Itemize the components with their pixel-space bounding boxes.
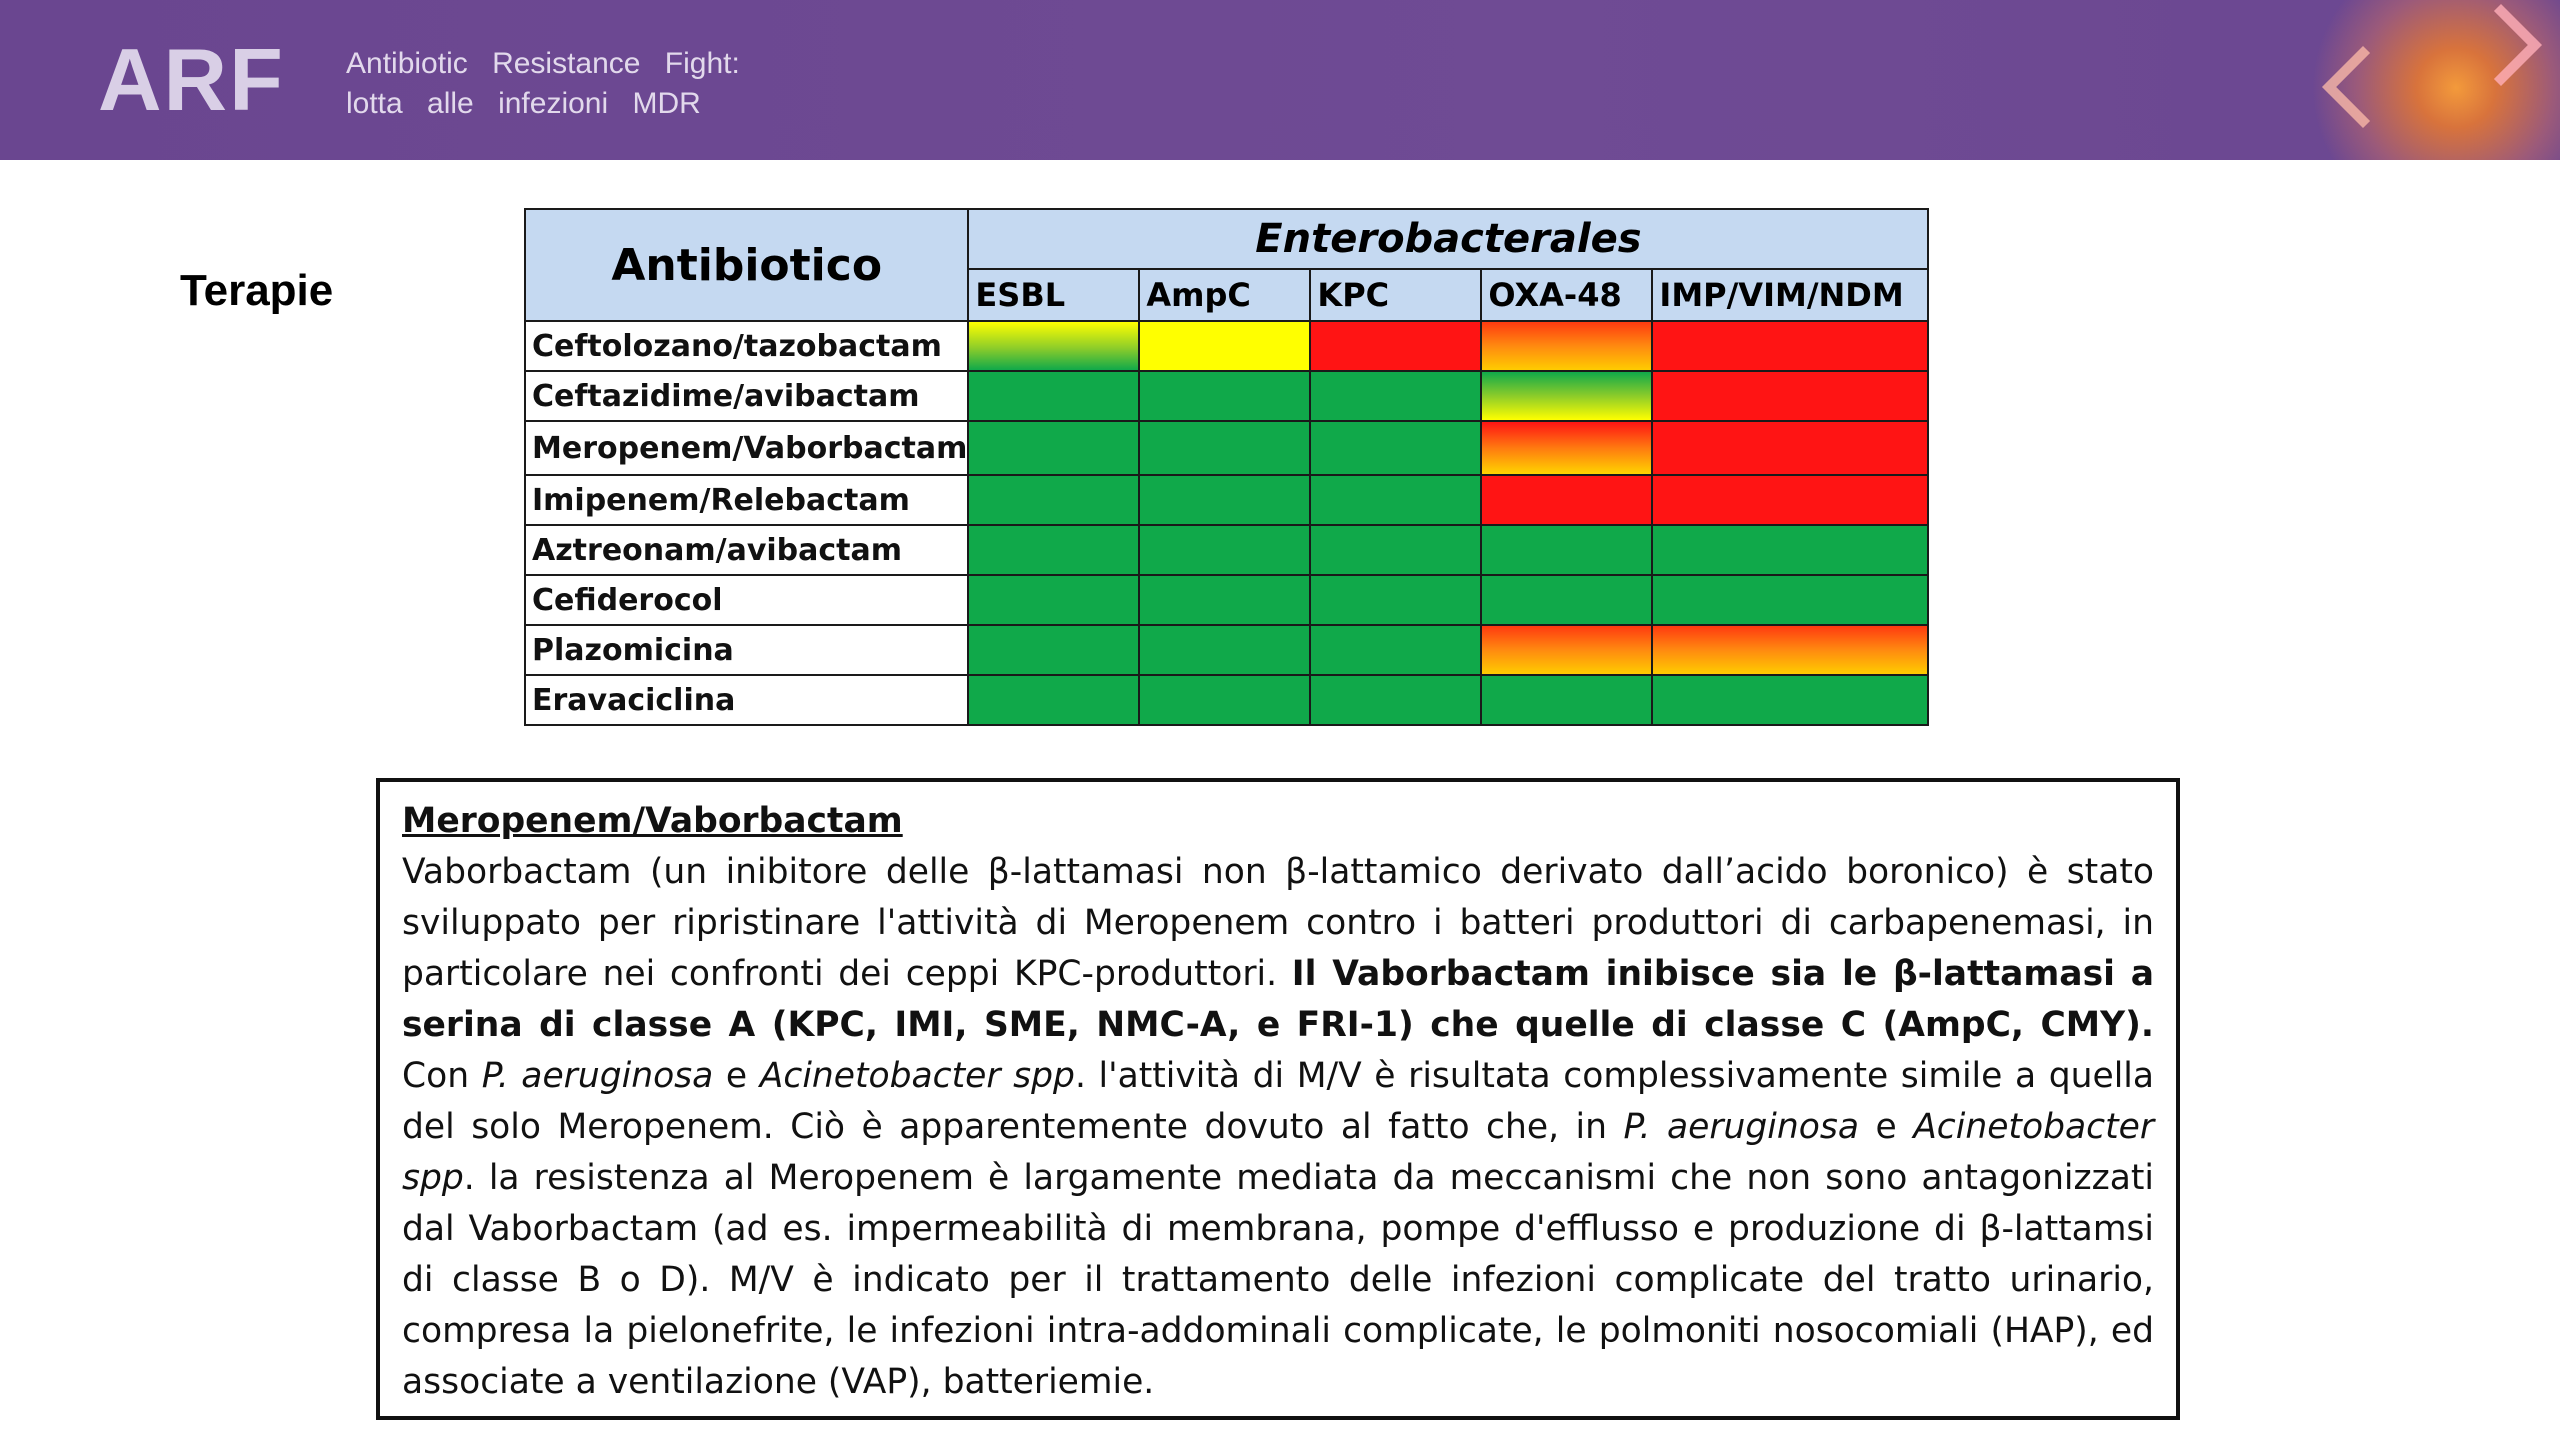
table-cell xyxy=(1310,321,1481,371)
table-row xyxy=(525,321,1928,371)
row-label: Imipenem/Relebactam xyxy=(525,475,968,525)
column-header-kpc: KPC xyxy=(1310,269,1481,321)
table-cell xyxy=(1652,321,1928,371)
row-label: Ceftazidime/avibactam xyxy=(525,371,968,421)
table-cell xyxy=(1481,475,1652,525)
row-label: Cefiderocol xyxy=(525,575,968,625)
species-name: P. aeruginosa xyxy=(481,1056,714,1096)
table-cell xyxy=(1481,525,1652,575)
table-row xyxy=(525,575,1928,625)
species-name: Acinetobacter spp xyxy=(759,1056,1075,1096)
table-cell xyxy=(1481,675,1652,725)
table-cell xyxy=(1310,625,1481,675)
column-header-esbl: ESBL xyxy=(968,269,1139,321)
table-header-row xyxy=(525,209,1928,269)
table-cell xyxy=(968,625,1139,675)
table-cell xyxy=(1481,575,1652,625)
table-cell xyxy=(1652,475,1928,525)
table-cell xyxy=(1139,575,1310,625)
table-cell xyxy=(1139,421,1310,475)
text-segment: e xyxy=(725,1056,748,1096)
description-body xyxy=(402,847,2154,1408)
column-header-imp-vim-ndm: IMP/VIM/NDM xyxy=(1652,269,1928,321)
table-cell xyxy=(968,475,1139,525)
row-label: Aztreonam/avibactam xyxy=(525,525,968,575)
table-cell xyxy=(1481,371,1652,421)
row-label: Eravaciclina xyxy=(525,675,968,725)
table-cell xyxy=(1310,421,1481,475)
table-cell xyxy=(1139,525,1310,575)
row-label: Plazomicina xyxy=(525,625,968,675)
column-header-oxa48: OXA-48 xyxy=(1481,269,1652,321)
row-label: Meropenem/Vaborbactam xyxy=(525,421,968,475)
table-row xyxy=(525,371,1928,421)
table-cell xyxy=(1652,575,1928,625)
description-title: Meropenem/Vaborbactam xyxy=(402,801,903,841)
species-name: Acinetobacter spp xyxy=(402,1107,2155,1198)
table-cell xyxy=(1652,525,1928,575)
table-cell xyxy=(1652,625,1928,675)
table-cell xyxy=(968,525,1139,575)
table-cell xyxy=(1652,675,1928,725)
row-label: Ceftolozano/tazobactam xyxy=(525,321,968,371)
description-box xyxy=(376,778,2180,1420)
table-row xyxy=(525,525,1928,575)
table-cell xyxy=(1139,675,1310,725)
table-cell xyxy=(1481,625,1652,675)
table-cell xyxy=(1139,475,1310,525)
table-cell xyxy=(1310,675,1481,725)
table-cell xyxy=(1139,371,1310,421)
table-row xyxy=(525,625,1928,675)
tagline-line-2: lotta alle infezioni MDR xyxy=(346,87,701,120)
table-cell xyxy=(1310,475,1481,525)
table-cell xyxy=(968,575,1139,625)
text-segment: e xyxy=(1875,1107,1897,1147)
paragraph-intro: Vaborbactam (un inibitore delle β-lattamasi non β-lattamico derivato dall’acido boronico) è stato sviluppato per ripristinare l'attività di Meropenem contro i batteri produttori di carbapenemasi, in particolare nei confronti dei ceppi KPC-produttori. xyxy=(402,852,2154,994)
antibiotic-table xyxy=(524,208,1929,726)
table-cell xyxy=(968,675,1139,725)
table-row xyxy=(525,675,1928,725)
table-cell xyxy=(1139,321,1310,371)
group-header: Enterobacterales xyxy=(968,209,1928,269)
table-cell xyxy=(1652,371,1928,421)
tagline-line-1: Antibiotic Resistance Fight: xyxy=(346,47,740,80)
text-segment: Con xyxy=(402,1056,470,1096)
column-header-ampc: AmpC xyxy=(1139,269,1310,321)
banner-decoration xyxy=(2300,0,2560,160)
section-title: Terapie xyxy=(180,266,334,315)
header-banner xyxy=(0,0,2560,160)
text-segment: . la resistenza al Meropenem è largamente mediata da meccanismi che non sono antagonizzati dal Vaborbactam (ad es. impermeabilità di membrana, pompe d'efflusso e produzione di β-lattamsi di classe B o D). M/V è indicato per il trattamento delle infezioni complicate del tratto urinario, compresa la pielonefrite, le infezioni intra-addominali complicate, le polmoniti nosocomiali (HAP), ed associate a ventilazione (VAP), batteriemie. xyxy=(402,1158,2154,1402)
chevron-left-icon xyxy=(2322,46,2404,128)
table-cell xyxy=(1310,371,1481,421)
table-row xyxy=(525,421,1928,475)
table-cell xyxy=(1652,421,1928,475)
antibiotic-header: Antibiotico xyxy=(525,209,968,321)
chevron-right-icon xyxy=(2460,4,2542,86)
table-cell xyxy=(968,421,1139,475)
table-cell xyxy=(968,321,1139,371)
header-tagline xyxy=(346,44,740,124)
table-cell xyxy=(1481,421,1652,475)
table-cell xyxy=(968,371,1139,421)
arf-logo: ARF xyxy=(98,30,285,129)
table-cell xyxy=(1310,575,1481,625)
species-name: P. aeruginosa xyxy=(1623,1107,1859,1147)
text-segment: . l'attività di M/V è risultata complessivamente simile a quella del solo Meropenem. Ciò è apparentemente dovuto al fatto che, in xyxy=(402,1056,2155,1147)
table-cell xyxy=(1481,321,1652,371)
table-row xyxy=(525,475,1928,525)
table-cell xyxy=(1139,625,1310,675)
table-cell xyxy=(1310,525,1481,575)
paragraph-bold: Il Vaborbactam inibisce sia le β-lattamasi a serina di classe A (KPC, IMI, SME, NMC-A, e FRI-1) che quelle di classe C (AmpC, CMY). xyxy=(402,954,2154,1045)
